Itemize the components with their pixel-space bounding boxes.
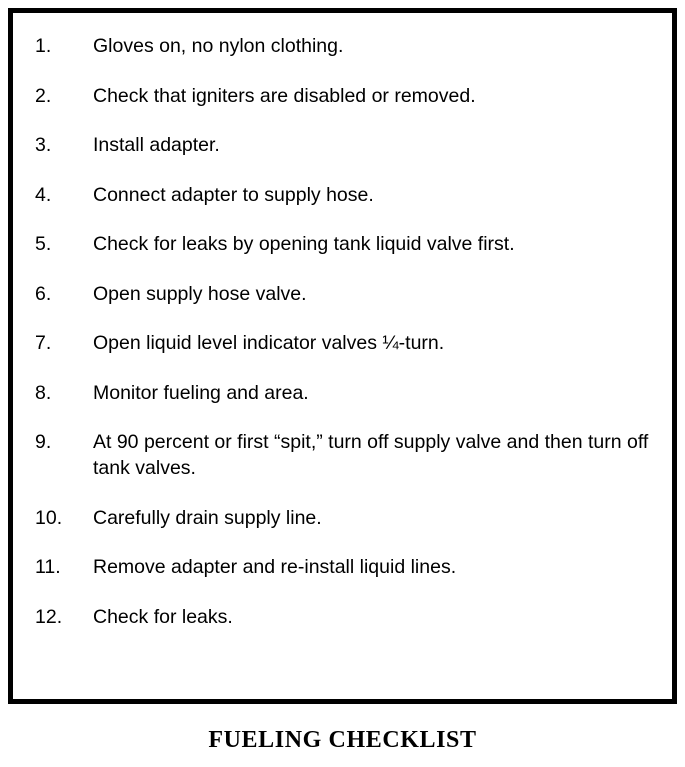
step-text: Remove adapter and re-install liquid lines. xyxy=(93,556,457,578)
step-number: 3. xyxy=(35,134,52,156)
step-text: Open supply hose valve. xyxy=(93,282,307,305)
list-item xyxy=(35,429,658,481)
step-number: 8. xyxy=(35,381,52,404)
step-text: Install adapter. xyxy=(93,134,220,156)
step-text: Check for leaks by opening tank liquid valve first. xyxy=(93,233,515,255)
step-number: 5. xyxy=(35,233,52,255)
step-number: 6. xyxy=(35,282,52,305)
list-item xyxy=(35,132,658,158)
checklist-box xyxy=(8,8,677,704)
step-text: Check for leaks. xyxy=(93,605,233,628)
step-number: 4. xyxy=(35,183,52,206)
list-item xyxy=(35,554,658,580)
list-item xyxy=(35,182,658,208)
list-item xyxy=(35,83,658,109)
list-item xyxy=(35,281,658,307)
list-item xyxy=(35,33,658,59)
step-number: 11. xyxy=(35,556,61,578)
step-number: 9. xyxy=(35,431,52,453)
step-number: 12. xyxy=(35,605,63,628)
step-text: At 90 percent or first “spit,” turn off supply valve and then turn off tank valves. xyxy=(93,431,649,479)
step-number: 10. xyxy=(35,506,63,529)
step-number: 7. xyxy=(35,332,52,354)
step-text: Connect adapter to supply hose. xyxy=(93,183,374,206)
checklist-content xyxy=(13,13,672,640)
list-item xyxy=(35,231,658,257)
list-item xyxy=(35,505,658,531)
step-text: Monitor fueling and area. xyxy=(93,381,309,404)
figure-caption: FUELING CHECKLIST xyxy=(208,727,477,753)
step-text: Check that igniters are disabled or removed. xyxy=(93,84,476,107)
step-text: Gloves on, no nylon clothing. xyxy=(93,35,344,57)
step-number: 1. xyxy=(35,35,52,57)
list-item xyxy=(35,380,658,406)
checklist-steps xyxy=(35,33,658,630)
list-item xyxy=(35,604,658,630)
step-text: Open liquid level indicator valves ¼-turn. xyxy=(93,332,445,354)
list-item xyxy=(35,330,658,356)
step-number: 2. xyxy=(35,84,52,107)
step-text: Carefully drain supply line. xyxy=(93,506,322,529)
